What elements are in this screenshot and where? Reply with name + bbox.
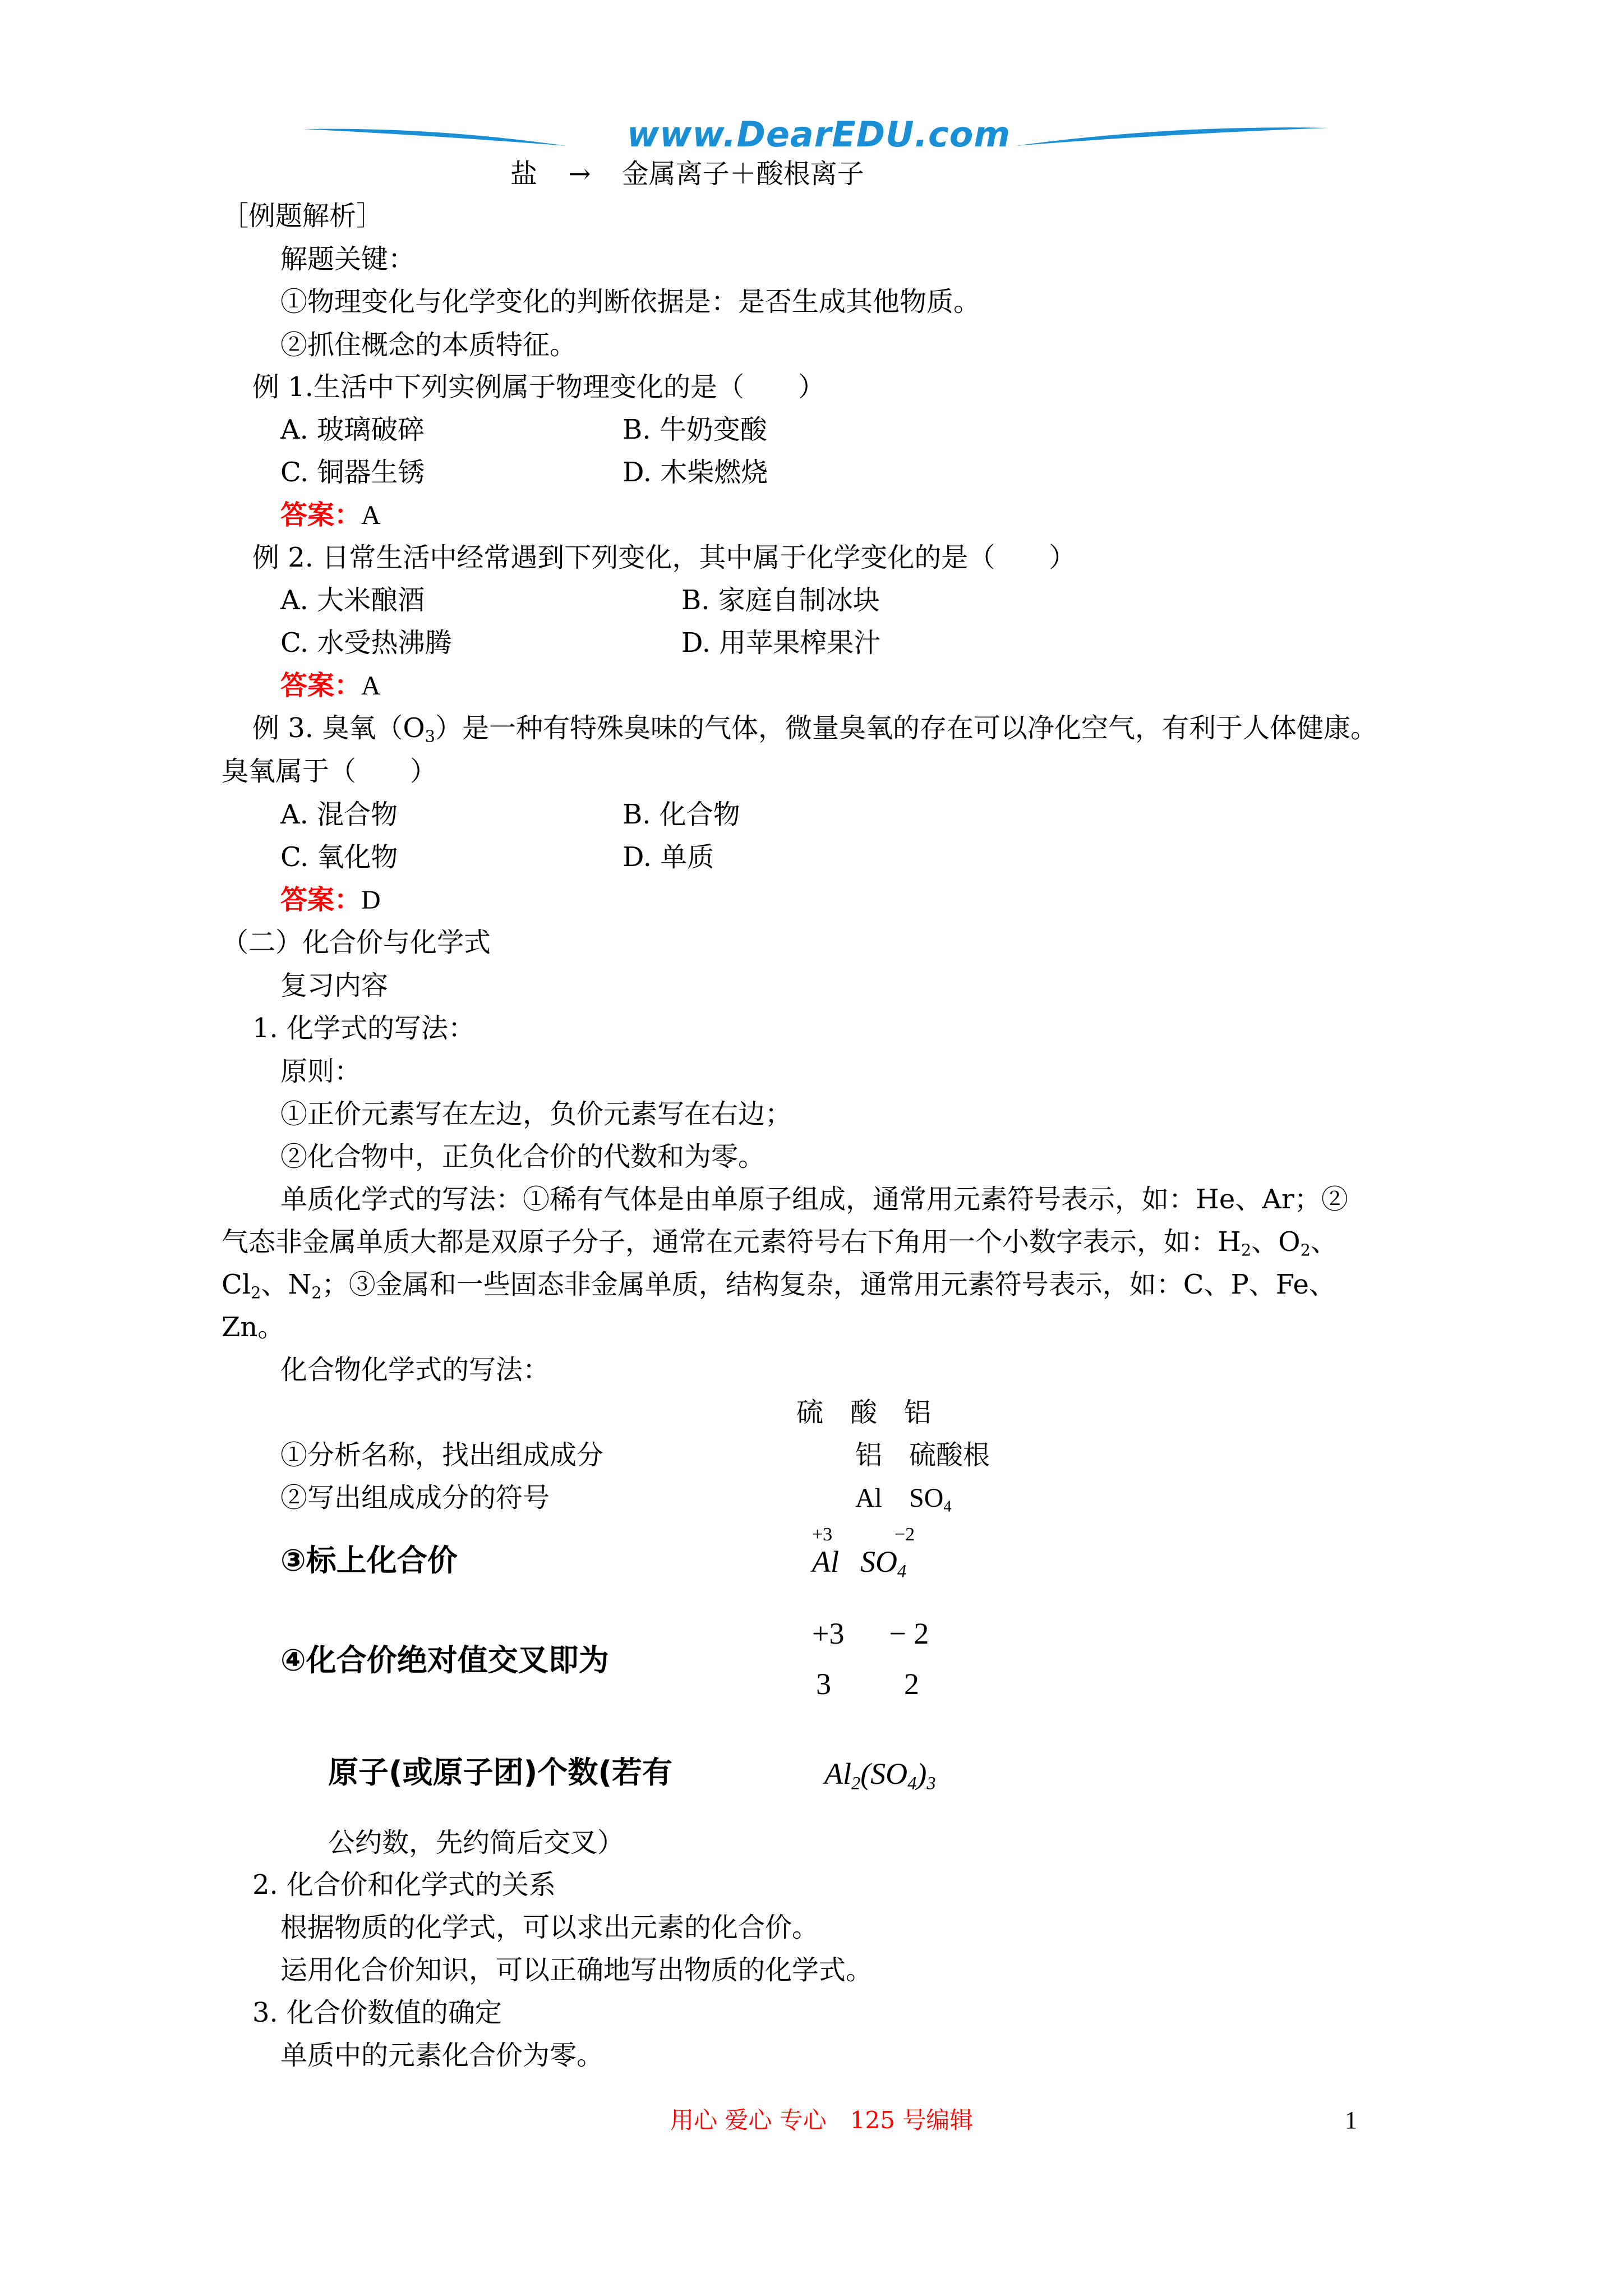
arrow-icon: →: [568, 158, 591, 190]
example-2-question: 例 2. 日常生活中经常遇到下列变化，其中属于化学变化的是（ ）: [252, 542, 1076, 573]
example-1-answer: [280, 498, 381, 532]
principle-title: 原则：: [280, 1056, 362, 1087]
key-point-1: ①物理变化与化学变化的判断依据是：是否生成其他物质。: [280, 286, 981, 318]
example-1-option-b: B. 牛奶变酸: [623, 414, 767, 445]
example-3-option-a: A. 混合物: [280, 799, 398, 830]
example-heading: ［例题解析］: [222, 200, 384, 232]
item-2-line-2: 运用化合价知识，可以正确地写出物质的化学式。: [280, 1954, 873, 1986]
example-1-question: 例 1.生活中下列实例属于物理变化的是（ ）: [252, 371, 826, 403]
example-3-question: 例 3. 臭氧$(O_3)$是一种有特殊臭味的气体，微量臭氧的存在可以净化空气，有利于人体健康。: [252, 712, 1378, 746]
step-4-valences: +3 − 2: [812, 1617, 929, 1650]
key-title: 解题关键：: [280, 243, 416, 275]
item-3-line-1: 单质中的元素化合价为零。: [280, 2040, 604, 2071]
principle-1: ①正价元素写在左边，负价元素写在右边；: [280, 1098, 792, 1130]
page-number: 1: [1345, 2106, 1357, 2134]
logo-right-swoosh: [1015, 117, 1329, 150]
salt-ionization-line: [510, 157, 864, 191]
step-5: 原子(或原子团)个数(若有: [328, 1755, 673, 1790]
example-3-answer: [280, 883, 381, 917]
elemental-formula-line-4: Zn。: [222, 1312, 285, 1343]
example-2-option-c: C. 水受热沸腾: [280, 627, 452, 659]
example-2-option-b: B. 家庭自制冰块: [681, 585, 880, 616]
example-2-option-d: D. 用苹果榨果汁: [681, 627, 881, 659]
logo-left-swoosh: [303, 117, 566, 150]
answer-label: 答案：: [280, 884, 362, 915]
step-1: ①分析名称，找出组成成分: [280, 1439, 604, 1471]
step-3-formula: Al $SO_4$: [812, 1545, 907, 1582]
example-1-option-a: A. 玻璃破碎: [280, 414, 425, 445]
step-4: ④化合价绝对值交叉即为: [280, 1642, 609, 1678]
site-logo: www.DearEDU.com: [626, 114, 1011, 155]
step-1-result: 铝 硫酸根: [855, 1439, 990, 1471]
step-4-counts: 3 2: [816, 1667, 919, 1701]
answer-value: A: [361, 671, 381, 701]
salt-word: 盐: [510, 158, 538, 190]
example-1-option-c: C. 铜器生锈: [280, 457, 425, 488]
item-2-title: 2. 化合价和化学式的关系: [252, 1869, 556, 1901]
example-2-answer: [280, 669, 381, 703]
item-1-title: 1. 化学式的写法：: [252, 1013, 476, 1044]
step-5-final-formula: $Al_2(SO_4)_3$: [824, 1757, 936, 1794]
ion-products: 金属离子＋酸根离子: [621, 158, 864, 190]
step-2-result: Al $SO_4$: [855, 1483, 952, 1516]
step-5-note: 公约数，先约简后交叉）: [328, 1827, 625, 1858]
item-3-title: 3. 化合价数值的确定: [252, 1997, 502, 2028]
example-3-option-c: C. 氧化物: [280, 841, 398, 873]
answer-label: 答案：: [280, 670, 362, 701]
item-2-line-1: 根据物质的化学式，可以求出元素的化合价。: [280, 1912, 819, 1943]
principle-2: ②化合物中，正负化合价的代数和为零。: [280, 1141, 766, 1172]
elemental-formula-line-1: 单质化学式的写法：①稀有气体是由单原子组成，通常用元素符号表示，如：He、Ar；②: [280, 1184, 1348, 1215]
compound-formula-title: 化合物化学式的写法：: [280, 1354, 550, 1386]
review-title: 复习内容: [280, 970, 389, 1001]
step-3-valence-al: +3: [812, 1524, 833, 1545]
step-3: ③标上化合价: [280, 1543, 458, 1578]
answer-value: D: [361, 885, 381, 915]
elemental-formula-line-3: $Cl_2$、$N_2$；③金属和一些固态非金属单质，结构复杂，通常用元素符号表示，如：C、P、Fe、: [222, 1269, 1336, 1303]
compound-name: 硫 酸 铝: [796, 1397, 932, 1428]
example-1-option-d: D. 木柴燃烧: [623, 457, 768, 488]
example-3-option-b: B. 化合物: [623, 799, 740, 830]
answer-value: A: [361, 500, 381, 530]
answer-label: 答案：: [280, 499, 362, 531]
elemental-formula-line-2: 气态非金属单质大都是双原子分子，通常在元素符号右下角用一个小数字表示，如：$H_2$、$O_2$、: [222, 1226, 1338, 1260]
example-2-option-a: A. 大米酿酒: [280, 585, 425, 616]
step-2: ②写出组成成分的符号: [280, 1482, 550, 1513]
footer-text: 用心 爱心 专心 125 号编辑: [670, 2106, 974, 2134]
key-point-2: ②抓住概念的本质特征。: [280, 329, 577, 361]
example-3-question-line2: 臭氧属于（ ）: [222, 756, 437, 787]
step-3-valence-so4: −2: [895, 1524, 915, 1545]
example-3-option-d: D. 单质: [623, 841, 714, 873]
section-2-title: （二）化合价与化学式: [222, 927, 491, 958]
